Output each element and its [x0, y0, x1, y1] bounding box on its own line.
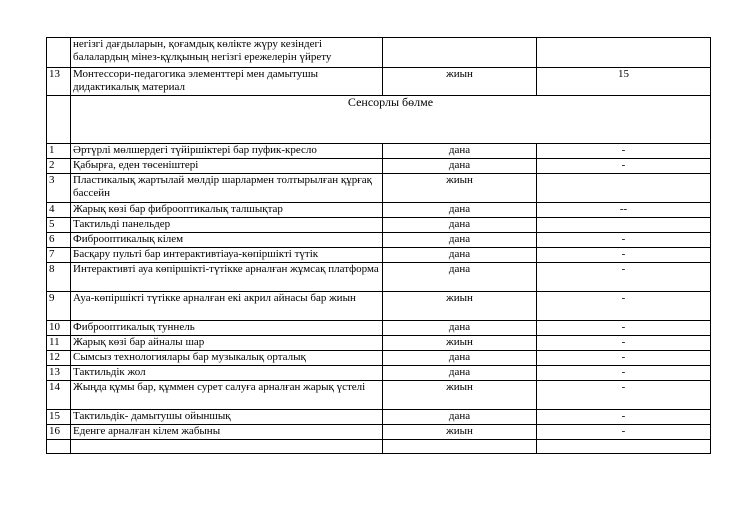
item-name: Жыңда құмы бар, құммен сурет салуға арналған жарық үстелі	[71, 381, 383, 410]
item-quantity: -	[537, 321, 711, 336]
item-name: Тактильдік жол	[71, 366, 383, 381]
table-row	[47, 292, 711, 321]
row-number: 8	[47, 263, 71, 292]
table-row	[47, 218, 711, 233]
item-name: Жарық көзі бар фиброоптикалық талшықтар	[71, 203, 383, 218]
item-unit: дана	[383, 233, 537, 248]
item-quantity: 15	[537, 68, 711, 96]
row-number: 1	[47, 144, 71, 159]
row-number: 15	[47, 410, 71, 425]
item-quantity: -	[537, 248, 711, 263]
item-quantity	[537, 218, 711, 233]
row-number: 6	[47, 233, 71, 248]
item-unit: дана	[383, 144, 537, 159]
row-number: 3	[47, 174, 71, 203]
row-number: 14	[47, 381, 71, 410]
item-unit: дана	[383, 203, 537, 218]
empty-cell	[383, 440, 537, 454]
item-name: Басқару пульті бар интерактивтіауа-көпіршікті түтік	[71, 248, 383, 263]
item-quantity: -	[537, 425, 711, 440]
table-row	[47, 351, 711, 366]
item-unit: дана	[383, 263, 537, 292]
table-row	[47, 248, 711, 263]
empty-cell	[537, 440, 711, 454]
row-number	[47, 38, 71, 68]
item-unit: жиын	[383, 292, 537, 321]
row-number: 7	[47, 248, 71, 263]
item-unit: жиын	[383, 425, 537, 440]
item-quantity: -	[537, 410, 711, 425]
empty-cell	[71, 440, 383, 454]
section-row	[47, 96, 711, 144]
table-row	[47, 144, 711, 159]
item-unit: дана	[383, 218, 537, 233]
item-quantity: -	[537, 159, 711, 174]
item-name: Әртүрлі мөлшердегі түйіршіктері бар пуфик-кресло	[71, 144, 383, 159]
item-quantity	[537, 174, 711, 203]
item-name: Пластикалық жартылай мөлдір шарлармен толтырылған құрғақ бассейн	[71, 174, 383, 203]
item-unit	[383, 38, 537, 68]
row-number: 9	[47, 292, 71, 321]
table-row	[47, 425, 711, 440]
item-unit: жиын	[383, 336, 537, 351]
table-row	[47, 410, 711, 425]
table-row	[47, 321, 711, 336]
item-quantity: -	[537, 366, 711, 381]
table-row	[47, 174, 711, 203]
table-row	[47, 38, 711, 68]
row-number: 12	[47, 351, 71, 366]
item-name: Қабырға, еден төсеніштері	[71, 159, 383, 174]
item-name: Фиброоптикалық туннель	[71, 321, 383, 336]
item-unit: дана	[383, 366, 537, 381]
table-row	[47, 68, 711, 96]
row-number: 13	[47, 366, 71, 381]
item-quantity: -	[537, 381, 711, 410]
empty-cell	[47, 440, 71, 454]
section-title: Сенсорлы бөлме	[71, 96, 711, 144]
item-name: Интерактивті ауа көпіршікті-түтікке арналған жұмсақ платформа	[71, 263, 383, 292]
item-quantity: -	[537, 263, 711, 292]
item-unit: жиын	[383, 68, 537, 96]
item-quantity: --	[537, 203, 711, 218]
item-name: Монтессори-педагогика элементтері мен дамытушы дидактикалық материал	[71, 68, 383, 96]
item-name: Жарық көзі бар айналы шар	[71, 336, 383, 351]
item-name: Еденге арналған кілем жабыны	[71, 425, 383, 440]
row-number: 2	[47, 159, 71, 174]
item-unit: дана	[383, 321, 537, 336]
item-unit: дана	[383, 410, 537, 425]
item-unit: дана	[383, 159, 537, 174]
item-name: негізгі дағдыларын, қоғамдық көлікте жүру кезіндегі балалардың мінез-құлқының негізгі ережелерін үйрету	[71, 38, 383, 68]
item-unit: дана	[383, 351, 537, 366]
item-quantity	[537, 38, 711, 68]
item-quantity: -	[537, 233, 711, 248]
section-number-cell	[47, 96, 71, 144]
table-row	[47, 381, 711, 410]
item-unit: дана	[383, 248, 537, 263]
item-quantity: -	[537, 336, 711, 351]
equipment-table	[46, 37, 711, 454]
item-unit: жиын	[383, 174, 537, 203]
item-name: Тактильдік- дамытушы ойыншық	[71, 410, 383, 425]
item-quantity: -	[537, 292, 711, 321]
row-number: 5	[47, 218, 71, 233]
item-name: Сымсыз технологиялары бар музыкалық орталық	[71, 351, 383, 366]
row-number: 4	[47, 203, 71, 218]
table-row	[47, 203, 711, 218]
item-name: Фиброоптикалық кілем	[71, 233, 383, 248]
row-number: 13	[47, 68, 71, 96]
item-unit: жиын	[383, 381, 537, 410]
item-name: Ауа-көпіршікті түтікке арналған екі акрил айнасы бар жиын	[71, 292, 383, 321]
row-number: 16	[47, 425, 71, 440]
equipment-table-body	[47, 38, 711, 454]
table-row	[47, 366, 711, 381]
table-row	[47, 159, 711, 174]
item-quantity: -	[537, 144, 711, 159]
row-number: 10	[47, 321, 71, 336]
empty-table-row	[47, 440, 711, 454]
item-name: Тактильді панельдер	[71, 218, 383, 233]
table-row	[47, 233, 711, 248]
item-quantity: -	[537, 351, 711, 366]
table-row	[47, 263, 711, 292]
row-number: 11	[47, 336, 71, 351]
table-row	[47, 336, 711, 351]
